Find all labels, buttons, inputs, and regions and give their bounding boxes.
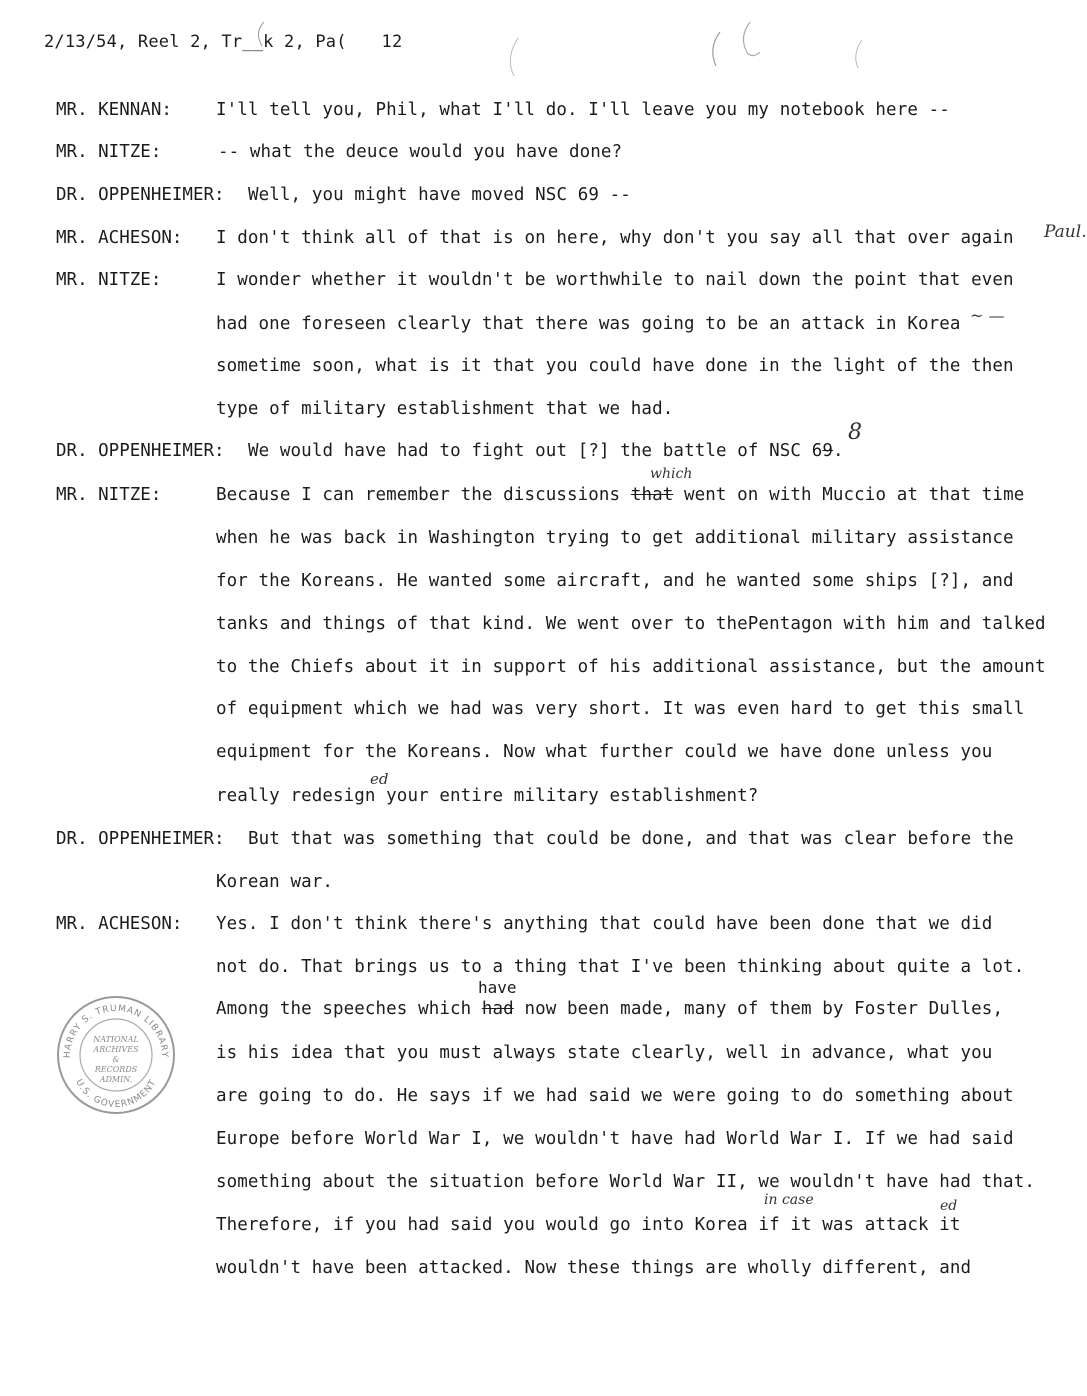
transcript-line: I wonder whether it wouldn't be worthwhile to nail down the point that even [216, 270, 1014, 290]
speaker-label: DR. OPPENHEIMER: [56, 185, 225, 205]
transcript-line: something about the situation before World War II, we wouldn't have had that. [216, 1172, 1035, 1192]
transcript-line: Europe before World War I, we wouldn't have had World War I. If we had said [216, 1129, 1014, 1149]
transcript-line: Yes. I don't think there's anything that could have been done that we did [216, 914, 993, 934]
header-page-number: 12 [381, 32, 403, 52]
line-text: Because I can remember the discussions [216, 485, 631, 505]
handwritten-which: which [650, 466, 693, 482]
speaker-label: DR. OPPENHEIMER: [56, 829, 225, 849]
transcript-line: -- what the deuce would you have done? [218, 142, 623, 162]
transcript-line: is his idea that you must always state clearly, well in advance, what you [216, 1043, 993, 1063]
transcript-line: sometime soon, what is it that you could have done in the light of the then [216, 356, 1014, 376]
transcript-line: for the Koreans. He wanted some aircraft, and he wanted some ships [?], and [216, 571, 1014, 591]
transcript-line: had one foreseen clearly that there was going to be an attack in Korea [216, 314, 961, 334]
transcript-line: equipment for the Koreans. Now what further could we have done unless you [216, 742, 993, 762]
speaker-label: MR. KENNAN: [56, 100, 172, 120]
handwritten-ed: ed [940, 1198, 958, 1214]
transcript-line: type of military establishment that we had. [216, 399, 674, 419]
handwritten-paul: Paul. [1044, 222, 1087, 242]
header-track: Tr__k 2, [221, 32, 305, 52]
line-end: . [832, 441, 844, 461]
typed-insertion-have: have [478, 978, 517, 997]
stamp-top-text: HARRY S. TRUMAN LIBRARY [62, 1003, 170, 1059]
struck-word: that [630, 485, 674, 505]
transcript-line: of equipment which we had was very short. It was even hard to get this small [216, 699, 1025, 719]
transcript-line [248, 440, 844, 462]
stamp-center-text: NATIONAL ARCHIVES & RECORDS ADMIN. [93, 1035, 139, 1084]
stamp-bottom-text: U.S. GOVERNMENT [73, 1077, 159, 1111]
transcript-line: I don't think all of that is on here, why don't you say all that over again [216, 228, 1014, 248]
line-text: now been made, many of them by Foster Dulles, [513, 999, 1004, 1019]
transcript-line: to the Chiefs about it in support of his additional assistance, but the amount [216, 657, 1046, 677]
line-text: We would have had to fight out [?] the battle of NSC 6 [248, 441, 823, 461]
handwritten-eight: 8 [848, 420, 862, 445]
scribble-marks [250, 18, 870, 68]
speaker-label: MR. NITZE: [56, 485, 162, 505]
transcript-line: when he was back in Washington trying to get additional military assistance [216, 528, 1014, 548]
transcript-line: Therefore, if you had said you would go into Korea if it was attack it [216, 1215, 961, 1235]
struck-word: had [481, 999, 514, 1019]
transcript-line: Korean war. [216, 872, 333, 892]
line-text: Among the speeches which [216, 999, 482, 1019]
header-date: 2/13/54, [44, 32, 128, 52]
header-page-label: Pa( [315, 32, 347, 52]
transcript-line: Well, you might have moved NSC 69 -- [248, 185, 631, 205]
speaker-label: MR. ACHESON: [56, 914, 183, 934]
speaker-label: MR. NITZE: [56, 270, 162, 290]
line-text: went on with Muccio at that time [673, 485, 1025, 505]
speaker-label: MR. NITZE: [56, 142, 162, 162]
struck-nine: 9 [822, 441, 833, 461]
speaker-label: DR. OPPENHEIMER: [56, 441, 225, 461]
transcript-line: not do. That brings us to a thing that I've been thinking about quite a lot. [216, 957, 1025, 977]
transcript-line: tanks and things of that kind. We went over to thePentagon with him and talked [216, 614, 1046, 634]
header-reel: Reel 2, [137, 32, 211, 52]
transcript-line: I'll tell you, Phil, what I'll do. I'll leave you my notebook here -- [216, 100, 950, 120]
speaker-label: MR. ACHESON: [56, 228, 183, 248]
transcript-line [216, 484, 1024, 506]
transcript-line: are going to do. He says if we had said we were going to do something about [216, 1086, 1014, 1106]
handwritten-in-case: in case [764, 1192, 814, 1208]
handwritten-ed: ed [370, 770, 389, 788]
transcript-line: wouldn't have been attacked. Now these things are wholly different, and [216, 1258, 972, 1278]
transcript-line: really redesign your entire military establishment? [216, 786, 759, 806]
handwritten-dash: ~ — [970, 306, 1005, 325]
truman-library-stamp [54, 993, 178, 1117]
transcript-line: But that was something that could be done, and that was clear before the [248, 829, 1014, 849]
transcript-line [216, 998, 1003, 1020]
